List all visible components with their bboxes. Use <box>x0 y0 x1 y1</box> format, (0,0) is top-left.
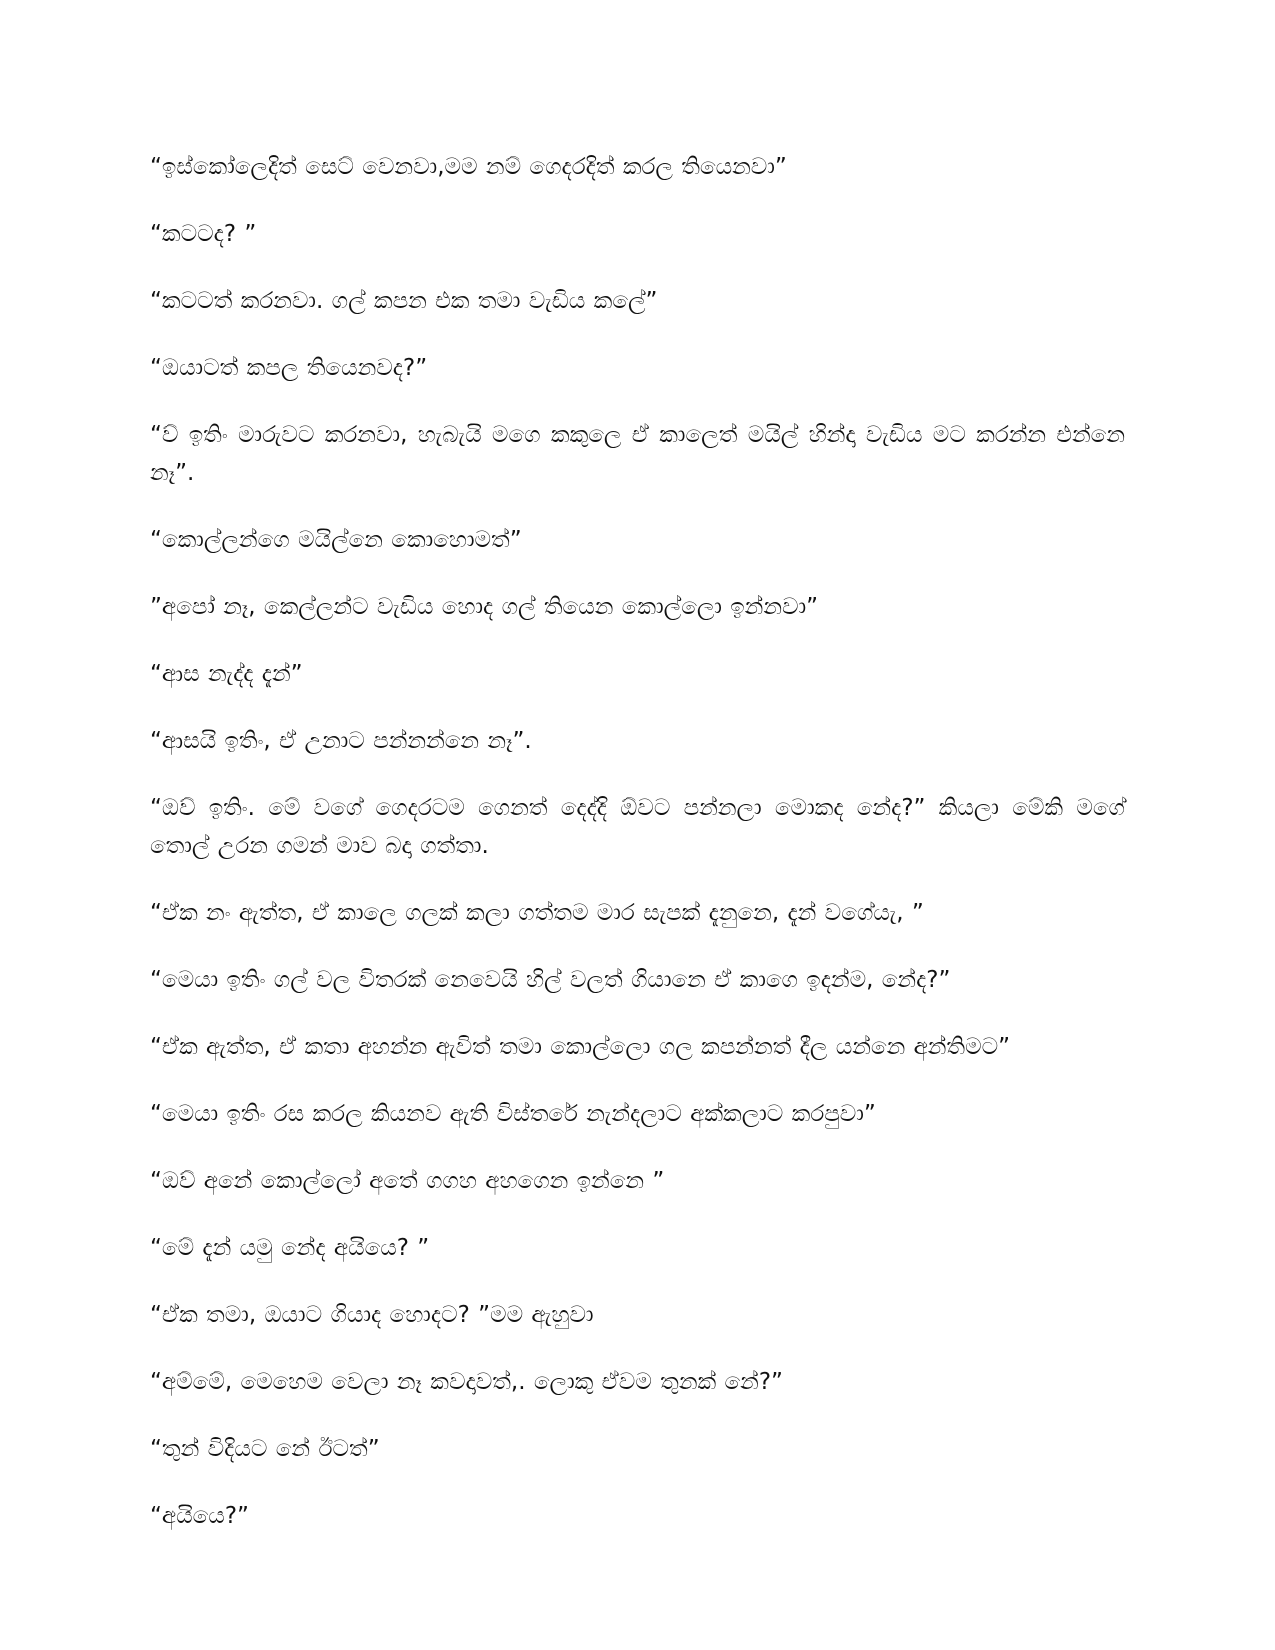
paragraph: “ඔයාටත් කපල තියෙනවද?” <box>150 355 428 381</box>
paragraph: “ඒක නං ඇත්ත, ඒ කාලෙ ගලක් කලා ගත්තම මාර සැපක් දැනුනෙ, දැන් වගේයැ, ” <box>150 900 924 926</box>
paragraph: “ඒක ඇත්ත, ඒ කතා අහන්න ඇවිත් තමා කොල්ලො ගල කපන්නත් දීල යන්නෙ අන්තිමට” <box>150 1034 1011 1060</box>
paragraph: “මෙයා ඉතිං රස කරල කියනව ඇති විස්තරේ නැන්දලාට අක්කලාට කරපුවා” <box>150 1101 876 1127</box>
paragraph: “මේ දැන් යමු නේද අයියෙ? ” <box>150 1235 430 1261</box>
paragraph: “තුන් විදියට නේ ඊටත්” <box>150 1436 380 1462</box>
paragraph: “ආසයි ඉතිං, ඒ උනාට පන්නන්නෙ නෑ”. <box>150 728 532 754</box>
paragraph: “කටටත් කරනවා. ගල් කපන එක තමා වැඩිය කලේ” <box>150 288 658 314</box>
paragraph: “ඉස්කෝලෙදිත් සෙට් වෙනවා,මම නම් ගෙදරදිත් කරල තියෙනවා” <box>150 154 787 180</box>
paragraph: “ව් ඉතිං මාරුවට කරනවා, හැබැයි මගෙ කකුලෙ ඒ කාලෙත් මයිල් හින්දා වැඩිය මට කරන්න එන්නෙ නෑ”. <box>150 422 1125 486</box>
document-page <box>150 148 1125 1588</box>
paragraph: “කටටද? ” <box>150 221 257 247</box>
paragraph: ”අපෝ නෑ, කෙල්ලන්ට වැඩිය හොද ගල් තියෙන කොල්ලො ඉන්නවා” <box>150 594 819 620</box>
paragraph: “කොල්ලන්ගෙ මයිල්නෙ කොහොමත්” <box>150 527 522 553</box>
paragraph: “ආස නැද්ද දැන්” <box>150 661 303 687</box>
paragraph: “අයියෙ?” <box>150 1503 249 1529</box>
paragraph: “ඒක තමා, ඔයාට ගියාද හොදට? ”මම ඇහුවා <box>150 1302 594 1328</box>
paragraph: “මෙයා ඉතිං ගල් වල විතරක් නෙවෙයි හිල් වලත් ගියානෙ ඒ කාගෙ ඉදන්ම, නේද?” <box>150 967 951 993</box>
paragraph: “ඔව් ඉතිං. මේ වගේ ගෙදරටම ගෙනත් දෙද්දි ඕවට පන්නලා මොකද නේද?” කියලා මේකි මගේ තොල් උරන ගමන් මාව බදා ගත්තා. <box>150 795 1125 859</box>
paragraph: “අම්මේ, මෙහෙම වෙලා නෑ කවදාවත්,. ලොකු ඒවම තුනක් නේ?” <box>150 1369 783 1395</box>
paragraph: “ඔව් අනේ කොල්ලෝ අතේ ගගහ අහගෙන ඉන්නෙ ” <box>150 1168 665 1194</box>
